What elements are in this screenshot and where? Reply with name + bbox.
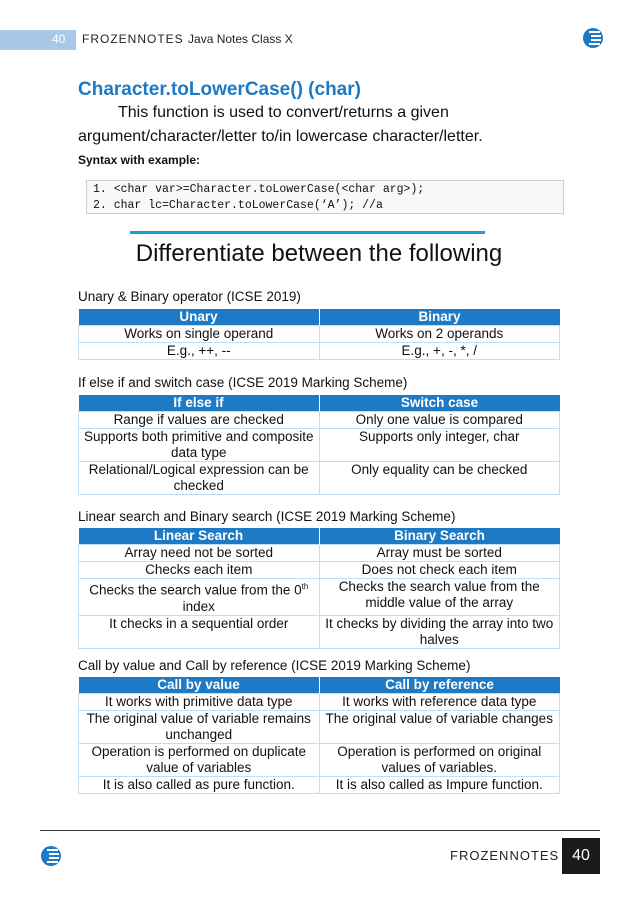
cell-text: index	[182, 598, 215, 614]
section-title: Character.toLowerCase() (char)	[78, 79, 361, 100]
table-cell: It checks in a sequential order	[79, 615, 320, 648]
column-header: Binary	[319, 309, 560, 326]
table-cell	[79, 579, 320, 616]
table-cell: Only equality can be checked	[319, 462, 560, 495]
code-line: 2. char lc=Character.toLowerCase(‘A’); //a	[93, 199, 383, 212]
frozennotes-logo-icon	[40, 845, 62, 867]
table-cell: Works on 2 operands	[319, 326, 560, 343]
table-cell: Range if values are checked	[79, 412, 320, 429]
header-brand	[82, 32, 293, 46]
table-cell: Only one value is compared	[319, 412, 560, 429]
table-cell: It is also called as pure function.	[79, 777, 320, 794]
page-heading: Differentiate between the following	[135, 240, 503, 267]
table-cell: Relational/Logical expression can be checked	[79, 462, 320, 495]
table-row	[79, 326, 560, 343]
header-subtitle: Java Notes Class X	[188, 32, 293, 46]
header-page-number: 40	[52, 32, 66, 46]
syntax-label: Syntax with example:	[78, 153, 201, 167]
table-row	[79, 711, 560, 744]
table-row	[79, 412, 560, 429]
column-header: Linear Search	[79, 528, 320, 545]
table-title: If else if and switch case (ICSE 2019 Marking Scheme)	[78, 375, 408, 390]
table-cell: The original value of variable changes	[319, 711, 560, 744]
comparison-table	[78, 528, 560, 649]
table-row	[79, 462, 560, 495]
table-cell: Operation is performed on duplicate value of variables	[79, 744, 320, 777]
table-cell: The original value of variable remains unchanged	[79, 711, 320, 744]
comparison-table	[78, 309, 560, 360]
table-cell: E.g., +, -, *, /	[319, 343, 560, 360]
table-cell: Array need not be sorted	[79, 545, 320, 562]
table-row	[79, 694, 560, 711]
table-row	[79, 429, 560, 462]
table-row	[79, 562, 560, 579]
table-row	[79, 744, 560, 777]
footer-divider	[40, 830, 600, 831]
table-row	[79, 615, 560, 648]
table-title: Call by value and Call by reference (ICSE 2019 Marking Scheme)	[78, 658, 471, 673]
frozennotes-logo-icon	[582, 27, 604, 49]
heading-divider	[130, 231, 485, 234]
table-cell: Operation is performed on original values of variables.	[319, 744, 560, 777]
table-row	[79, 343, 560, 360]
table-cell: Works on single operand	[79, 326, 320, 343]
code-line: 1. <char var>=Character.toLowerCase(<char arg>);	[93, 183, 425, 196]
column-header: Unary	[79, 309, 320, 326]
table-cell: It works with reference data type	[319, 694, 560, 711]
column-header: If else if	[79, 395, 320, 412]
table-cell: Checks each item	[79, 562, 320, 579]
table-cell: Supports both primitive and composite data type	[79, 429, 320, 462]
table-cell: It checks by dividing the array into two halves	[319, 615, 560, 648]
code-block	[86, 180, 564, 214]
table-cell: It is also called as Impure function.	[319, 777, 560, 794]
table-cell: E.g., ++, --	[79, 343, 320, 360]
superscript: th	[301, 582, 309, 591]
table-row	[79, 777, 560, 794]
cell-text: Checks the search value from the 0	[89, 582, 302, 598]
column-header: Switch case	[319, 395, 560, 412]
column-header: Call by reference	[319, 677, 560, 694]
section-paragraph: This function is used to convert/returns a given argument/character/letter to/in lowercase character/letter.	[78, 104, 483, 145]
table-cell: Does not check each item	[319, 562, 560, 579]
column-header: Call by value	[79, 677, 320, 694]
comparison-table	[78, 677, 560, 794]
table-title: Unary & Binary operator (ICSE 2019)	[78, 289, 301, 304]
footer-brand: FROZENNOTES	[450, 848, 560, 863]
comparison-table	[78, 395, 560, 495]
table-cell: Checks the search value from the middle value of the array	[319, 579, 560, 616]
column-header: Binary Search	[319, 528, 560, 545]
table-row	[79, 579, 560, 616]
header-brand-name: FROZENNOTES	[82, 32, 184, 46]
table-cell: Supports only integer, char	[319, 429, 560, 462]
table-row	[79, 545, 560, 562]
footer-page-number: 40	[562, 838, 600, 874]
table-cell: Array must be sorted	[319, 545, 560, 562]
table-cell: It works with primitive data type	[79, 694, 320, 711]
table-title: Linear search and Binary search (ICSE 2019 Marking Scheme)	[78, 509, 456, 524]
